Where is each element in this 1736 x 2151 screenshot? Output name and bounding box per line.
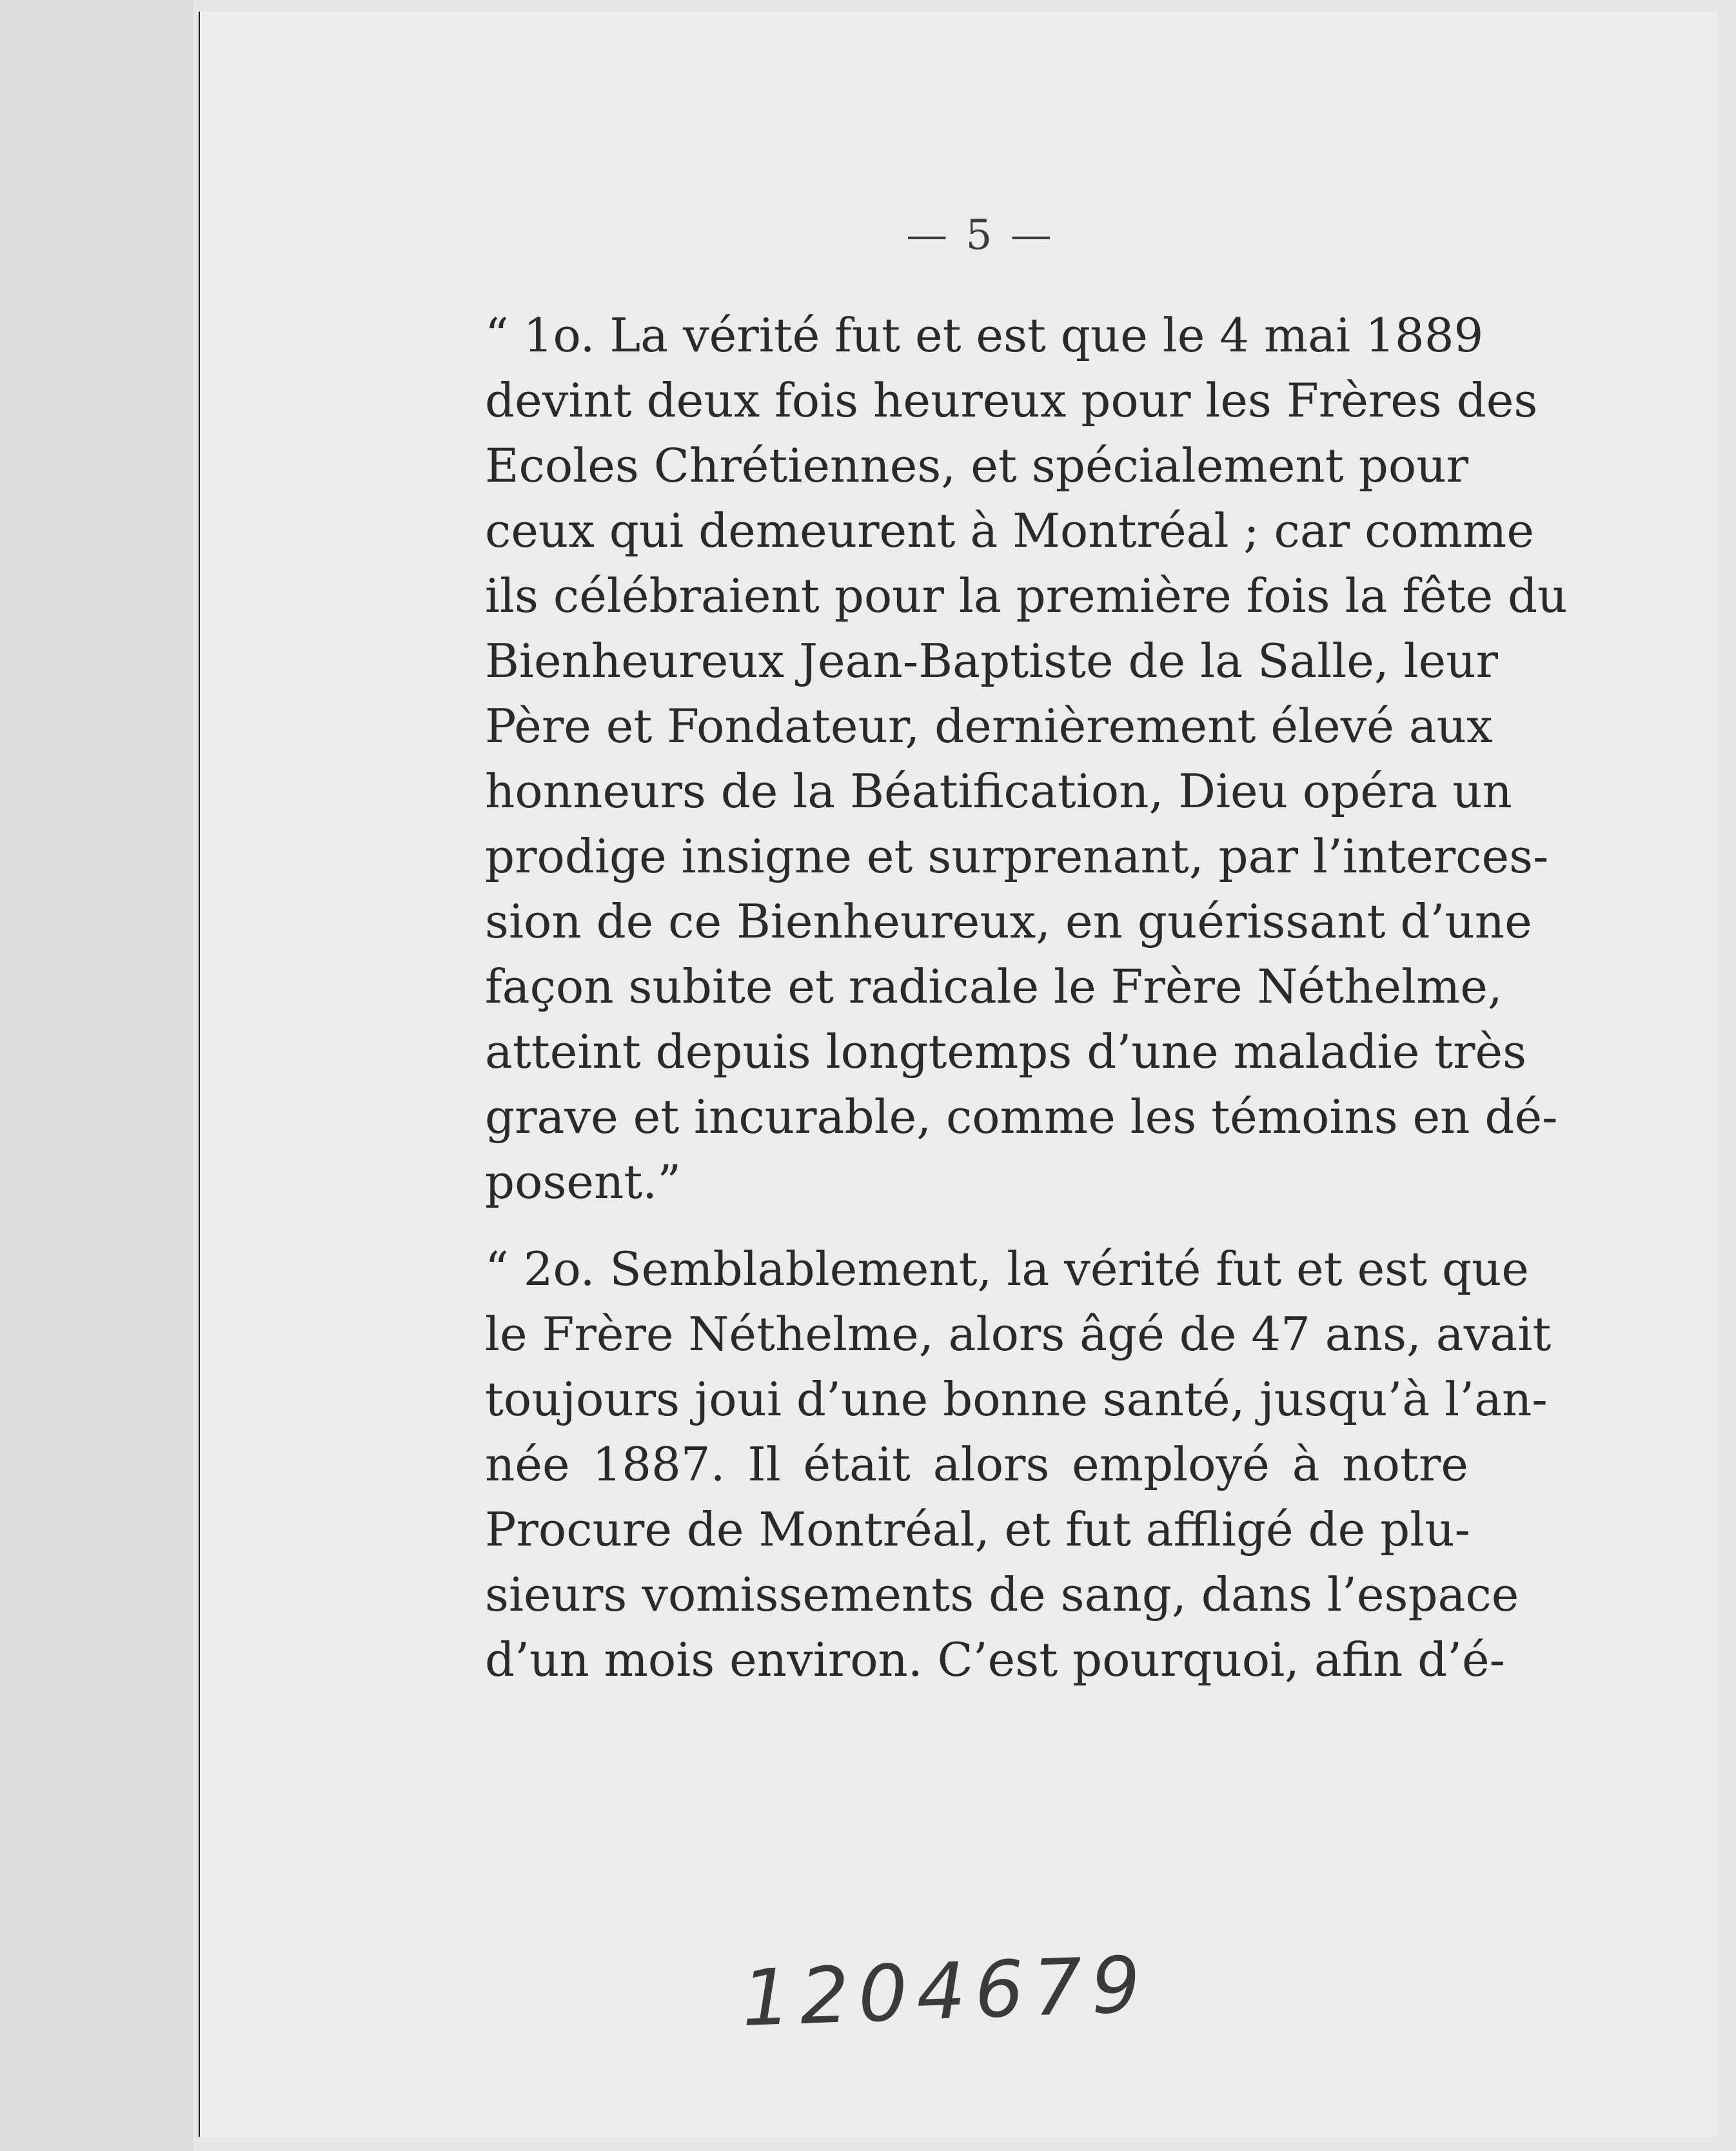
text-line: toujours joui d’une bonne santé, jusqu’à l’an- xyxy=(485,1372,1548,1426)
text-line: Bienheureux Jean-Baptiste de la Salle, leur xyxy=(485,634,1499,688)
paragraph-2 xyxy=(485,1237,1552,1693)
text-line: sion de ce Bienheureux, en guérissant d’une xyxy=(485,894,1532,948)
text-line: prodige insigne et surprenant, par l’interces- xyxy=(485,829,1549,883)
text-line: “ 1o. La vérité fut et est que le 4 mai 1889 xyxy=(485,308,1484,362)
page-number: — 5 — xyxy=(906,211,1054,259)
text-line: atteint depuis longtemps d’une maladie très xyxy=(485,1025,1527,1079)
text-line: Procure de Montréal, et fut affligé de plu- xyxy=(485,1502,1470,1557)
text-line: ils célébraient pour la première fois la fête du xyxy=(485,569,1568,623)
text-line: grave et incurable, comme les témoins en dé- xyxy=(485,1090,1558,1144)
text-line: sieurs vomissements de sang, dans l’espace xyxy=(485,1567,1519,1622)
text-line: façon subite et radicale le Frère Néthelme, xyxy=(485,959,1503,1014)
text-line: devint deux fois heureux pour les Frères des xyxy=(485,373,1538,427)
text-line: Ecoles Chrétiennes, et spécialement pour xyxy=(485,438,1468,493)
handwritten-catalog-number: 1204679 xyxy=(740,1940,1151,2044)
text-line: d’un mois environ. C’est pourquoi, afin d’é- xyxy=(485,1633,1505,1687)
text-line: honneurs de la Béatification, Dieu opéra un xyxy=(485,764,1512,818)
previous-page-edge xyxy=(0,0,193,2151)
text-line: le Frère Néthelme, alors âgé de 47 ans, avait xyxy=(485,1307,1552,1361)
text-line: née 1887. Il était alors employé à notre xyxy=(485,1437,1468,1491)
text-line: “ 2o. Semblablement, la vérité fut et est que xyxy=(485,1242,1530,1296)
text-line: Père et Fondateur, dernièrement élevé aux xyxy=(485,699,1493,753)
paragraph-1 xyxy=(485,303,1568,1215)
text-line: ceux qui demeurent à Montréal ; car comme xyxy=(485,504,1534,558)
text-line: posent.” xyxy=(485,1155,681,1209)
